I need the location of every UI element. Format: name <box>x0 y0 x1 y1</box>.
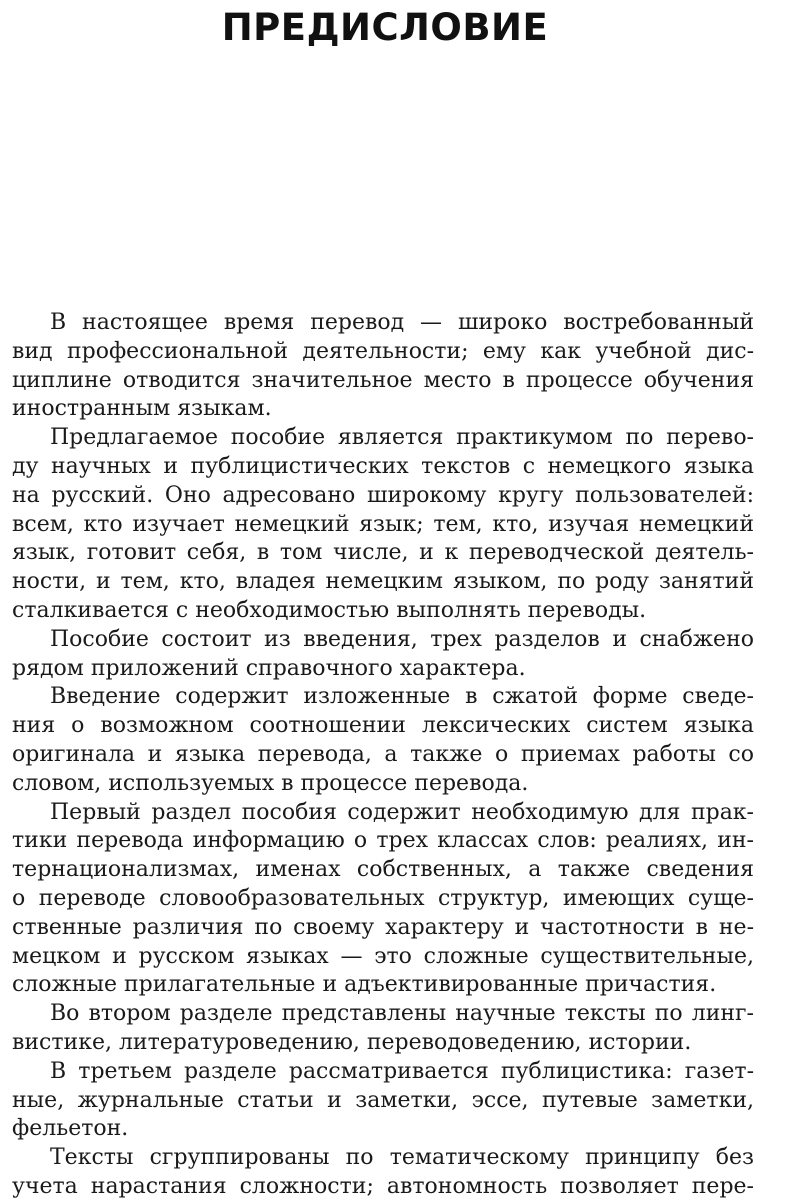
text-line: сложные прилагательные и адъективированные причастия. <box>12 972 717 998</box>
text-line: В третьем разделе рассматривается публицистика: газет- <box>50 1058 754 1084</box>
text-line: ные, журнальные статьи и заметки, эссе, путевые заметки, <box>12 1087 754 1113</box>
paragraph <box>12 1000 754 1058</box>
text-line: тернационализмах, именах собственных, а также сведения <box>12 857 754 883</box>
text-line: ности, и тем, кто, владея немецким языком, по роду занятий <box>12 569 754 595</box>
text-line: Во втором разделе представлены научные тексты по линг- <box>50 1001 754 1027</box>
text-line: о переводе словообразовательных структур, имеющих суще- <box>12 885 754 911</box>
text-line: ду научных и публицистических текстов с немецкого языка <box>12 453 754 479</box>
paragraph <box>12 1144 754 1202</box>
page-title: ПРЕДИСЛОВИЕ <box>221 6 549 49</box>
text-line: мецком и русском языках — это сложные существительные, <box>12 943 754 969</box>
text-line: иностранным языкам. <box>12 396 272 422</box>
text-line: тики перевода информацию о трех классах слов: реалиях, ин- <box>12 828 754 854</box>
text-line: В настоящее время перевод — широко востребованный <box>50 310 754 335</box>
text-line: сталкивается с необходимостью выполнять переводы. <box>12 597 647 623</box>
text-line: всем, кто изучает немецкий язык; тем, кто, изучая немецкий <box>12 511 754 537</box>
text-line: Тексты сгруппированы по тематическому принципу без <box>50 1145 754 1171</box>
text-line: Предлагаемое пособие является практикумом по перево- <box>50 425 754 451</box>
text-line: словом, используемых в процессе перевода. <box>12 770 529 796</box>
text-line: вид профессиональной деятельности; ему как учебной дис- <box>12 338 754 364</box>
text-line: вистике, литературоведению, переводоведению, истории. <box>12 1029 692 1055</box>
text-line: фельетон. <box>12 1116 129 1142</box>
text-line: Пособие состоит из введения, трех разделов и снабжено <box>50 626 754 652</box>
paragraph <box>12 424 754 626</box>
text-line: Первый раздел пособия содержит необходимую для прак- <box>50 799 754 825</box>
text-line: учета нарастания сложности; автономность позволяет пере- <box>12 1173 754 1199</box>
text-line: ственные различия по своему характеру и частотности в не- <box>12 914 754 940</box>
text-line: на русский. Оно адресовано широкому кругу пользователей: <box>12 482 754 508</box>
text-line: язык, готовит себя, в том числе, и к переводческой деятель- <box>12 540 754 566</box>
text-line: Введение содержит изложенные в сжатой форме сведе- <box>50 684 754 710</box>
paragraph <box>12 799 754 1001</box>
preface-text <box>12 309 754 1202</box>
text-line: оригинала и языка перевода, а также о приемах работы со <box>12 741 754 767</box>
paragraph <box>12 309 754 424</box>
paragraph <box>12 683 754 798</box>
text-line: ния о возможном соотношении лексических систем языка <box>12 713 754 739</box>
paragraph <box>12 1058 754 1144</box>
text-line: рядом приложений справочного характера. <box>12 655 526 681</box>
paragraph <box>12 626 754 684</box>
text-line: циплине отводится значительное место в процессе обучения <box>12 367 754 393</box>
